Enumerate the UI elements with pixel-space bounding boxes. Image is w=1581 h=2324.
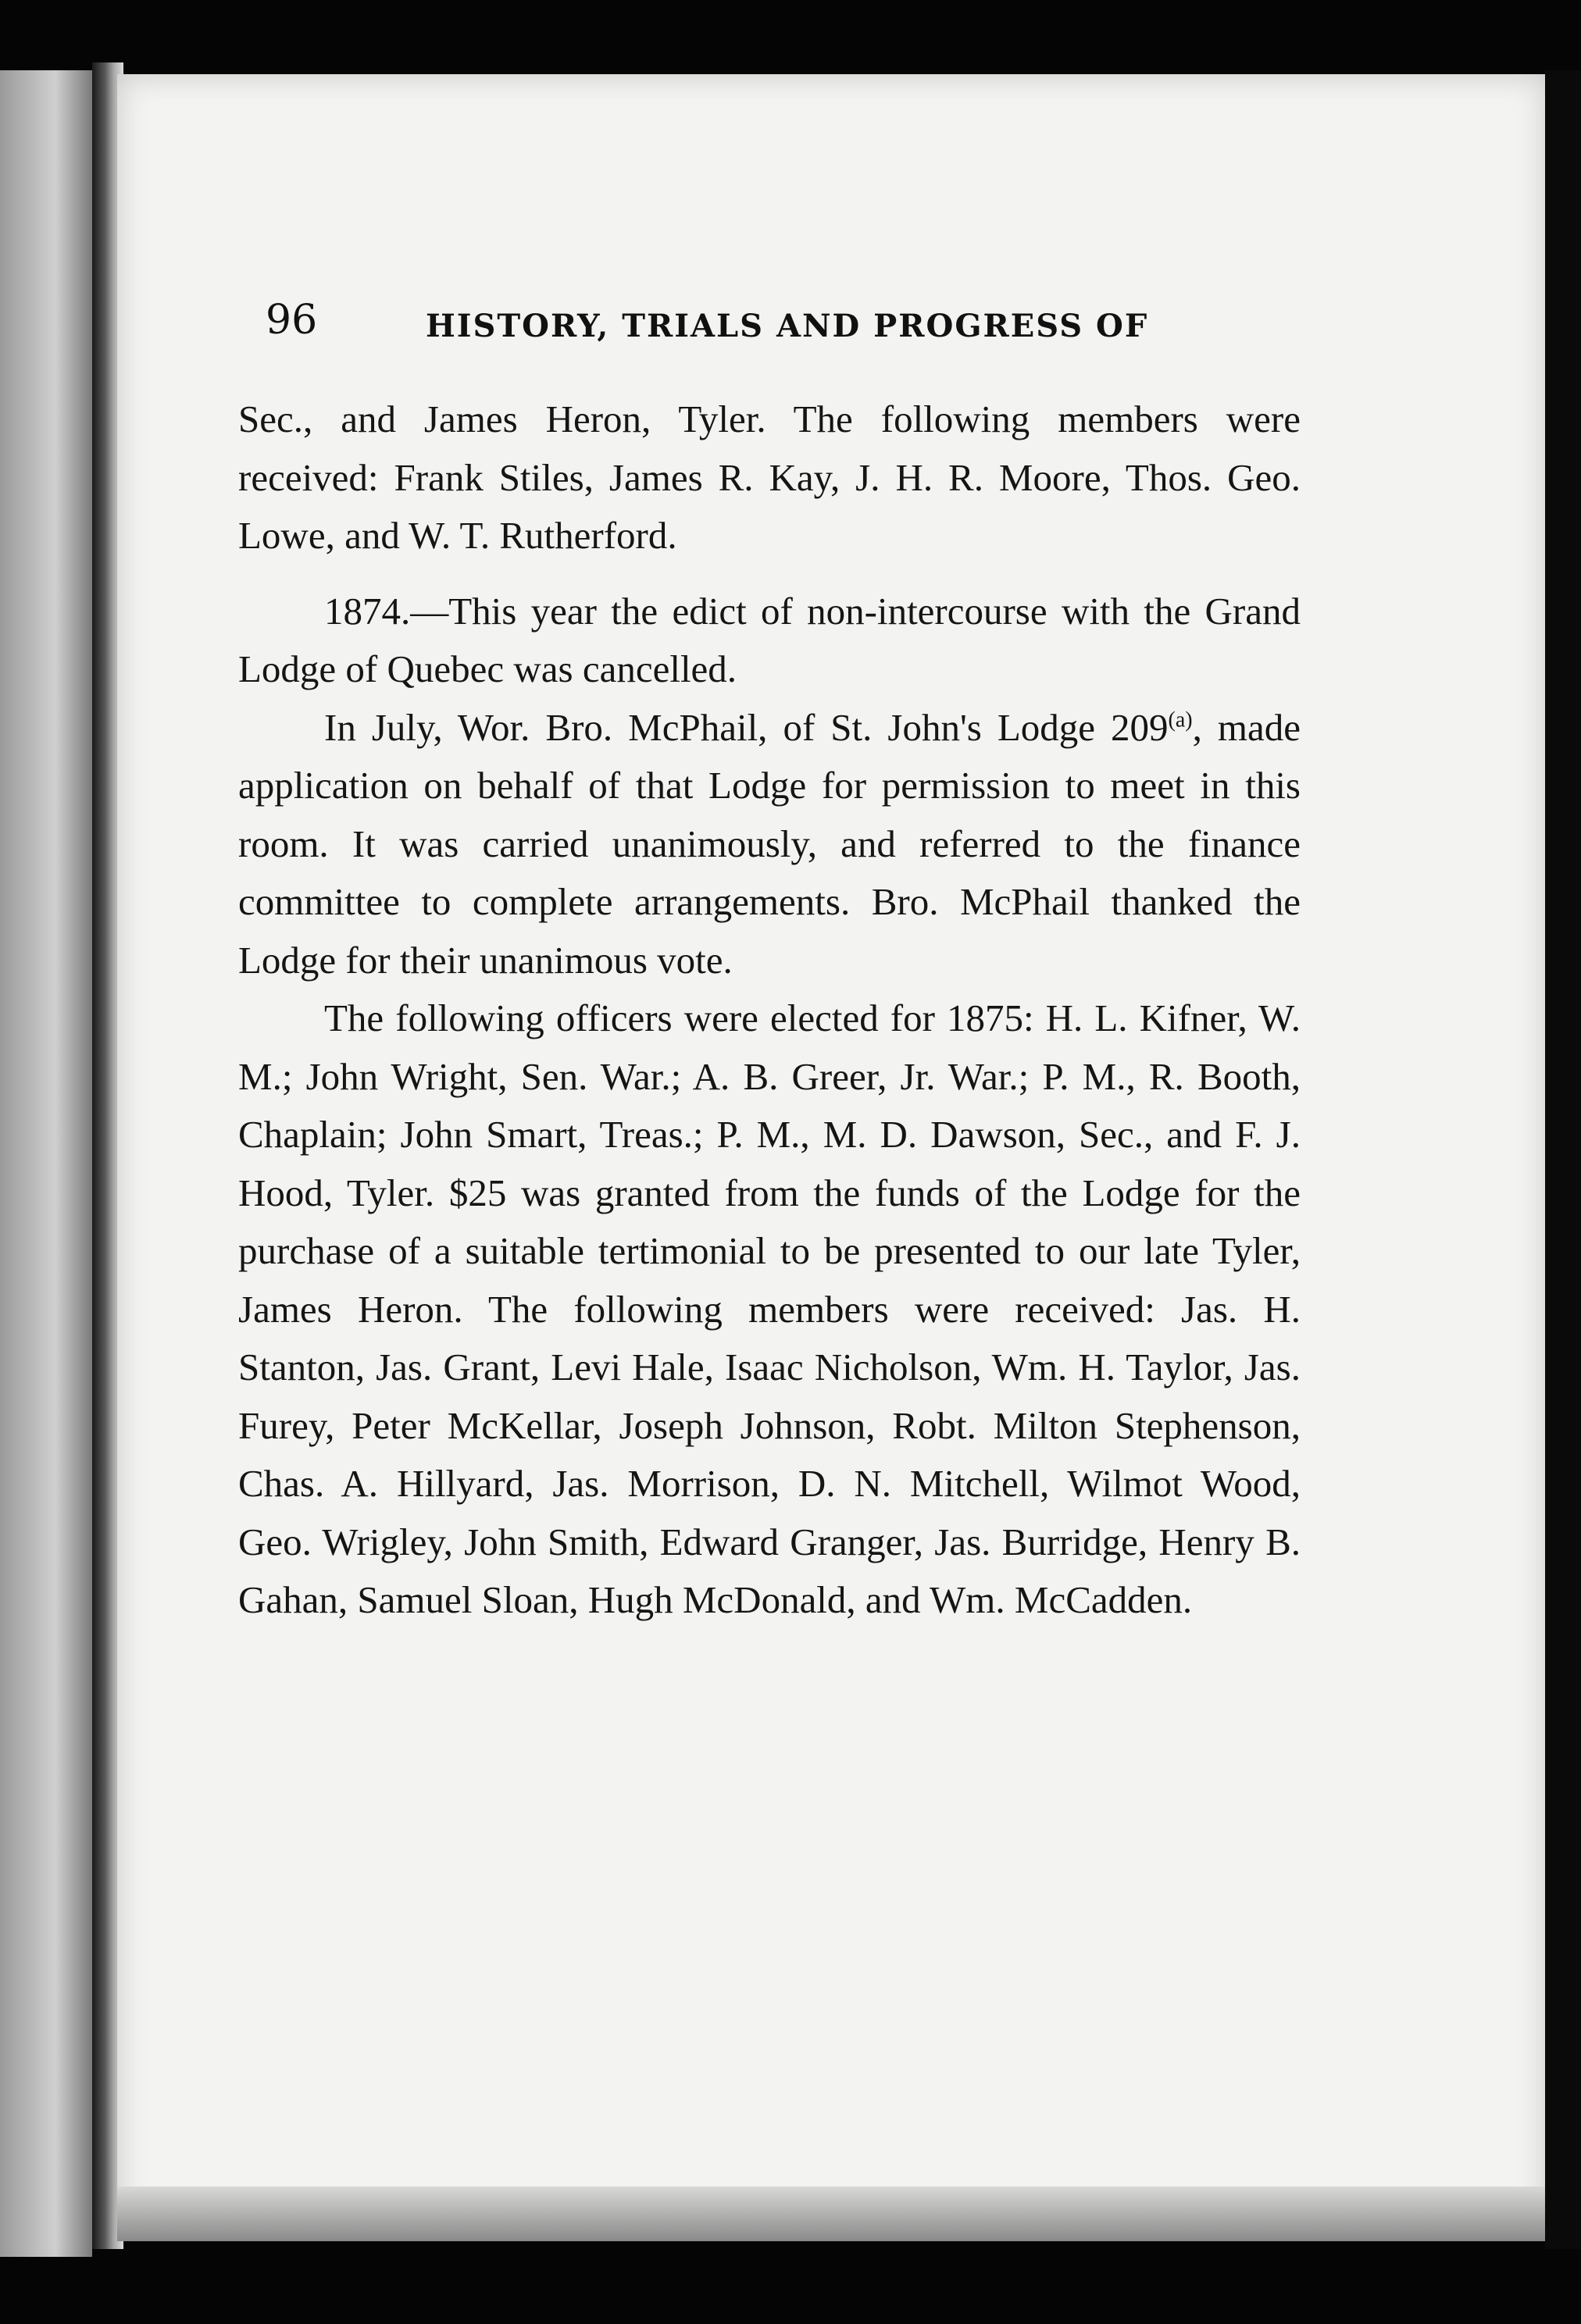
paragraph-3-text-end: , made application on behalf of that Lodge for permission to meet in this room. It was carried unanimously, and referred to the finance committee to complete arrangements. Bro. McPhail thanked the Lodge for their unanimous vote.	[238, 705, 1301, 982]
page-header	[266, 297, 1304, 359]
scan-right-edge	[1545, 70, 1581, 2249]
page-number: 96	[266, 297, 318, 344]
paragraph-2: 1874.—This year the edict of non-intercourse with the Grand Lodge of Quebec was cancelled.	[238, 589, 1301, 690]
paragraph-1: Sec., and James Heron, Tyler. The following members were received: Frank Stiles, James R. Kay, J. H. R. Moore, Thos. Geo. Lowe, and W. T. Rutherford.	[238, 397, 1301, 557]
page-bottom-edge	[117, 2187, 1547, 2241]
footnote-marker: (a)	[1168, 708, 1193, 732]
paragraph-4: The following officers were elected for 1875: H. L. Kifner, W. M.; John Wright, Sen. War.; A. B. Greer, Jr. War.; P. M., R. Booth, Chaplain; John Smart, Treas.; P. M., M. D. Dawson, Sec., and F. J. Hood, Tyler. $25 was granted from the funds of the Lodge for the purchase of a suitable tertimonial to be presented to our late Tyler, James Heron. The following members were received: Jas. H. Stanton, Jas. Grant, Levi Hale, Isaac Nicholson, Wm. H. Taylor, Jas. Furey, Peter McKellar, Joseph Johnson, Robt. Milton Stephenson, Chas. A. Hillyard, Jas. Morrison, D. N. Mitchell, Wilmot Wood, Geo. Wrigley, John Smith, Edward Granger, Jas. Burridge, Henry B. Gahan, Samuel Sloan, Hugh McDonald, and Wm. McCadden.	[238, 996, 1301, 1621]
paragraph-3-text-start: In July, Wor. Bro. McPhail, of St. John's Lodge 209	[324, 705, 1169, 749]
paragraph-3	[238, 699, 1301, 990]
running-title: HISTORY, TRIALS AND PROGRESS OF	[426, 308, 1149, 344]
body-text	[238, 390, 1301, 1630]
adjacent-page-edge	[0, 70, 92, 2257]
